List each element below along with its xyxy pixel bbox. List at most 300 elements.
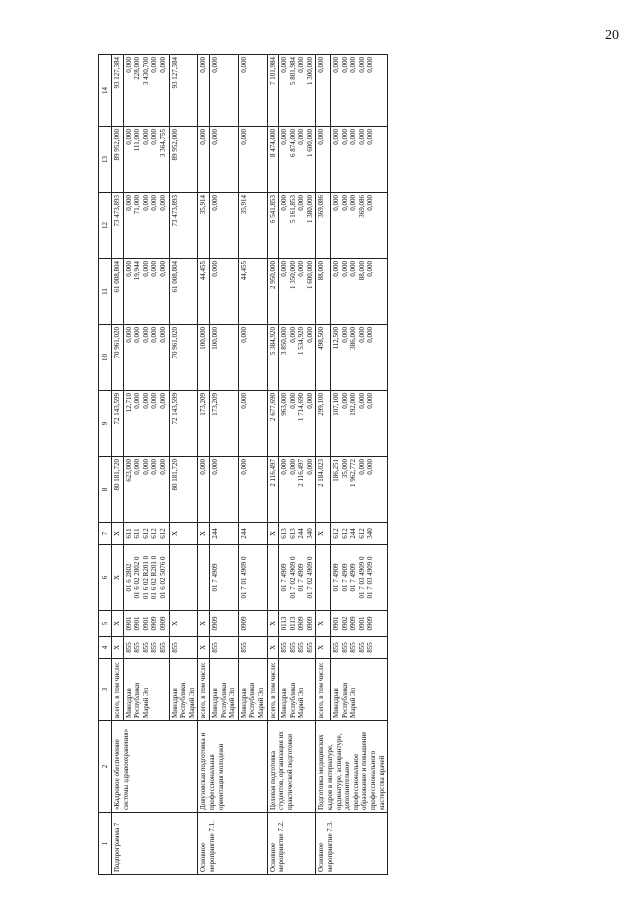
amount-cell [238,193,267,259]
cell-line: 855 [239,642,248,653]
amount-cell [279,127,316,193]
row-section-label: Основное мероприятие 7.1. [198,813,267,875]
executor-cell: всего, в том числе: [198,659,210,721]
cell-line: 612 [340,528,349,539]
cell-line: 0,000 [124,129,133,145]
cell-line: 0,000 [366,57,375,73]
amount-cell [279,457,316,523]
amount-cell [316,457,330,523]
cell-line: 3 850,000 [280,327,289,355]
cell-line: 0909 [210,616,219,631]
grbs-code [330,637,387,659]
header-cell: 6 [99,545,112,611]
header-cell: 13 [99,127,112,193]
header-cell: 1 [99,813,112,875]
cell-line: 0,000 [349,261,358,277]
cell-line: 612 [331,528,340,539]
cell-line: 0,000 [366,459,375,475]
cell-line: 01 7 4909 [349,563,358,592]
cell-line: 613 [280,528,289,539]
amount-cell [209,457,238,523]
amount-cell [198,193,210,259]
cell-line: X [317,530,326,537]
cell-line: 0,000 [150,57,159,73]
cell-line: 93 127,384 [170,57,179,89]
amount-cell [112,127,124,193]
row-section-label: Подпрограмма 7 [112,813,198,875]
header-cell: 8 [99,457,112,523]
section-code [267,611,279,637]
cell-line [317,547,326,608]
cell-line: 12,710 [124,393,133,413]
header-cell: 4 [99,637,112,659]
header-cell: 14 [99,55,112,127]
cell-line: 855 [150,642,159,653]
cell-line: 0,000 [150,459,159,475]
row-description: Довузовская подготовка и профессиональная ориентация молодежи [198,721,267,813]
cell-line: 01 6 02 R201 0 [150,555,159,600]
amount-cell [123,391,169,457]
amount-cell [209,55,238,127]
cell-line: 386,000 [349,327,358,350]
cell-line: X [170,530,179,537]
cell-line: 88,000 [317,261,326,281]
cell-line: 0,000 [340,327,349,343]
cell-line: 01 7 01 4909 0 [239,556,248,599]
expense-type [169,523,198,545]
amount-cell [279,193,316,259]
cell-line: X [113,644,121,651]
cell-line: 0,000 [280,261,289,277]
cell-line: 0,000 [150,393,159,409]
cell-line: 0909 [349,616,358,631]
grbs-code [112,637,124,659]
expense-type [267,523,279,545]
cell-line: 0,000 [305,393,314,409]
table-row [112,55,124,875]
budget-table [98,54,388,875]
cell-line: 0,000 [239,327,248,343]
amount-cell [238,127,267,193]
cell-line: 8 474,000 [268,129,277,157]
cell-line: 0,000 [199,57,208,73]
row-description: «Кадровое обеспечение системы здравоохранения» [112,721,198,813]
row-section-label: Основное мероприятие 7.3. [316,813,388,875]
cell-line: 611 [124,528,133,539]
cell-line: 0,000 [305,327,314,343]
page-number: 20 [605,28,619,43]
expense-type [279,523,316,545]
cell-line: 1 534,920 [297,327,306,355]
amount-cell [123,325,169,391]
cell-line: 0,000 [366,129,375,145]
cell-line: 0,000 [239,129,248,145]
expense-type [330,523,387,545]
cell-line: 01 7 4909 [340,563,349,592]
amount-cell [238,55,267,127]
cell-line: 5 801,984 [288,57,297,85]
cell-line: 0,000 [150,195,159,211]
cell-line: 01 6 02 2802 0 [133,556,142,599]
cell-line: 0,000 [297,129,306,145]
cell-line: 0,000 [239,393,248,409]
amount-cell [123,55,169,127]
cell-line [171,547,180,608]
cell-line: 0,000 [124,195,133,211]
cell-line: 7 101,984 [268,57,277,85]
cell-line: 0,000 [331,261,340,277]
cell-line: 855 [158,642,167,653]
cell-line: 0,000 [158,393,167,409]
cell-line: 613 [288,528,297,539]
cell-line: 855 [288,642,297,653]
cell-line: 0,000 [349,195,358,211]
cell-line: 72 143,599 [170,393,179,425]
cell-line: 107,100 [331,393,340,416]
cell-line: 0,000 [210,129,219,145]
cell-line: 01 7 02 4909 0 [305,556,314,599]
expense-type [112,523,124,545]
cell-line: 0,000 [288,327,297,343]
amount-cell [330,391,387,457]
cell-line: 855 [280,642,289,653]
cell-line: 0901 [331,616,340,631]
amount-cell [316,127,330,193]
cell-line: 0,000 [366,195,375,211]
cell-line: 6 541,853 [268,195,277,223]
cell-line: 0,000 [297,57,306,73]
amount-cell [112,259,124,325]
cell-line: 299,100 [317,393,326,416]
cell-line: 0,000 [124,327,133,343]
section-code [316,611,330,637]
amount-cell [316,259,330,325]
row-description: Подготовка медицинских кадров в интернатуре, ординатуре, аспирантуре, дополнительное профессиональное образование и повышение профессионального мастерства врачей [316,721,388,813]
amount-cell [169,55,198,127]
target-code [267,545,279,611]
executor-cell: всего, в том числе: [316,659,330,721]
amount-cell [279,391,316,457]
cell-line: 80 181,720 [170,459,179,491]
target-code [209,545,238,611]
amount-cell [330,259,387,325]
amount-cell [198,259,210,325]
header-cell: 9 [99,391,112,457]
amount-cell [198,457,210,523]
section-code [198,611,210,637]
cell-line: 100,000 [199,327,208,350]
cell-line: 0,000 [305,459,314,475]
amount-cell [112,457,124,523]
executor-cell: Минздрав Республики Марий Эл [123,659,169,721]
cell-line: 35,914 [239,195,248,215]
cell-line: 0,000 [357,459,366,475]
cell-line: 0,000 [340,261,349,277]
cell-line: 0,000 [150,129,159,145]
cell-line: 855 [210,642,219,653]
target-code [198,545,210,611]
cell-line: 01 7 03 4909 0 [366,556,375,599]
cell-line: 61 008,804 [113,261,121,293]
cell-line: 44,455 [239,261,248,281]
target-code [238,545,267,611]
cell-line: 0,000 [141,459,150,475]
cell-line: X [199,644,208,651]
cell-line: 855 [141,642,150,653]
cell-line: 0,000 [366,261,375,277]
cell-line: 0,000 [280,129,289,145]
amount-cell [209,259,238,325]
section-code [169,611,198,637]
cell-line: 369,086 [357,195,366,218]
cell-line: 72 143,599 [113,393,121,425]
cell-line: 0909 [297,616,306,631]
amount-cell [123,127,169,193]
cell-line: 1 350,000 [288,261,297,289]
cell-line: 0,000 [124,261,133,277]
target-code [316,545,330,611]
cell-line: 0,000 [141,195,150,211]
grbs-code [267,637,279,659]
amount-cell [198,325,210,391]
amount-cell [238,391,267,457]
cell-line: 0901 [133,616,142,631]
cell-line: 0,000 [366,327,375,343]
grbs-code [238,637,267,659]
cell-line: 3 430,700 [141,57,150,85]
cell-line: 855 [366,642,375,653]
cell-line: 0,000 [133,459,142,475]
amount-cell [209,325,238,391]
amount-cell [112,193,124,259]
cell-line: 0,000 [133,393,142,409]
budget-table-container [98,55,639,875]
cell-line: 01 6 02 R201 0 [141,555,150,600]
header-cell: 7 [99,523,112,545]
cell-line: 19,944 [133,261,142,281]
cell-line: 0,000 [280,195,289,211]
amount-cell [238,259,267,325]
amount-cell [123,457,169,523]
table-row [198,55,210,875]
amount-cell [330,325,387,391]
section-code [123,611,169,637]
cell-line: 0,000 [199,129,208,145]
target-code [330,545,387,611]
cell-line: 0,000 [158,459,167,475]
table-row [267,55,279,875]
amount-cell [112,55,124,127]
amount-cell [198,391,210,457]
cell-line: X [113,530,121,537]
amount-cell [209,193,238,259]
amount-cell [267,55,279,127]
grbs-code [123,637,169,659]
header-cell: 3 [99,659,112,721]
section-code [279,611,316,637]
amount-cell [209,391,238,457]
cell-line: 2 116,497 [297,459,306,487]
header-cell: 2 [99,721,112,813]
cell-line: 855 [305,642,314,653]
cell-line: 35,914 [199,195,208,215]
amount-cell [112,391,124,457]
cell-line: X [113,574,121,581]
amount-cell [112,325,124,391]
header-cell: 5 [99,611,112,637]
cell-line: 0,000 [340,57,349,73]
row-section-label: Основное мероприятие 7.2. [267,813,316,875]
amount-cell [316,193,330,259]
amount-cell [316,325,330,391]
table-body [112,55,388,875]
cell-line: 5 161,853 [288,195,297,223]
cell-line: 0113 [288,616,297,631]
cell-line: 0,000 [158,261,167,277]
amount-cell [267,259,279,325]
cell-line: 244 [210,528,219,539]
amount-cell [267,457,279,523]
cell-line: 0,000 [317,57,326,73]
cell-line: 0902 [340,616,349,631]
cell-line: 71,000 [133,195,142,215]
cell-line: 93 127,384 [113,57,121,89]
target-code [112,545,124,611]
cell-line: 1 600,000 [305,261,314,289]
header-cell: 10 [99,325,112,391]
target-code [123,545,169,611]
amount-cell [279,325,316,391]
header-cell: 11 [99,259,112,325]
grbs-code [209,637,238,659]
cell-line: X [268,530,277,537]
cell-line: 0909 [150,616,159,631]
cell-line: 186,251 [331,459,340,482]
cell-line: 89 952,000 [170,129,179,161]
amount-cell [238,457,267,523]
cell-line: 1 714,690 [297,393,306,421]
expense-type [123,523,169,545]
cell-line: 0,000 [133,327,142,343]
cell-line: 0,000 [331,57,340,73]
cell-line: 855 [124,642,133,653]
amount-cell [330,55,387,127]
cell-line: 73 473,893 [170,195,179,227]
cell-line: 0,000 [158,195,167,211]
cell-line: 01 6 02 5076 0 [158,556,167,599]
cell-line: 0,000 [210,459,219,475]
cell-line: 0,000 [239,459,248,475]
section-code [112,611,124,637]
cell-line: 1 600,000 [305,129,314,157]
cell-line: 0,000 [158,57,167,73]
cell-line: 855 [349,642,358,653]
amount-cell [169,127,198,193]
cell-line: 5 384,920 [268,327,277,355]
cell-line: 1 962,772 [349,459,358,487]
section-code [330,611,387,637]
cell-line: 01 7 4909 [331,563,340,592]
table-row [316,55,330,875]
cell-line: 0,000 [141,261,150,277]
cell-line: 2 116,497 [268,459,277,487]
cell-line: 100,000 [210,327,219,350]
cell-line: X [268,620,277,627]
cell-line: 0,000 [141,129,150,145]
cell-line: 0,000 [288,393,297,409]
cell-line: 2 950,000 [268,261,277,289]
cell-line: X [199,530,208,537]
cell-line: 192,000 [349,393,358,416]
cell-line: 01 6 2802 [124,563,133,592]
cell-line: 70 961,020 [113,327,121,359]
cell-line: 1 380,000 [305,195,314,223]
cell-line: 111,000 [133,129,142,152]
section-code [238,611,267,637]
cell-line: 0,000 [349,57,358,73]
cell-line: 0,000 [357,57,366,73]
cell-line: 0,000 [297,195,306,211]
expense-type [238,523,267,545]
cell-line: 3 364,755 [158,129,167,157]
cell-line: 2 677,690 [268,393,277,421]
amount-cell [198,55,210,127]
cell-line: 0,000 [210,195,219,211]
grbs-code [279,637,316,659]
cell-line: 855 [170,642,179,653]
cell-line: 61 008,804 [170,261,179,293]
cell-line: 0,000 [141,327,150,343]
cell-line: 0,000 [280,57,289,73]
row-description: Целевая подготовка студентов, организация их практической подготовки [267,721,316,813]
amount-cell [238,325,267,391]
cell-line: 0909 [239,616,248,631]
amount-cell [123,193,169,259]
cell-line: 244 [349,528,358,539]
cell-line: 01 7 4909 [297,563,306,592]
amount-cell [330,193,387,259]
executor-cell: всего, в том числе: [267,659,279,721]
amount-cell [169,193,198,259]
amount-cell [267,325,279,391]
cell-line: 0,000 [297,261,306,277]
cell-line: 73 473,893 [113,195,121,227]
cell-line: 855 [297,642,306,653]
expense-type [209,523,238,545]
cell-line: 0,000 [288,459,297,475]
cell-line: 855 [133,642,142,653]
executor-cell: Минздрав Республики Марий Эл [169,659,198,721]
cell-line: 0901 [357,616,366,631]
amount-cell [330,457,387,523]
cell-line: 80 181,720 [113,459,121,491]
amount-cell [169,457,198,523]
amount-cell [169,391,198,457]
amount-cell [169,259,198,325]
executor-cell: Минздрав Республики Марий Эл [279,659,316,721]
cell-line: 89 952,000 [113,129,121,161]
cell-line: 01 7 4909 [280,563,289,592]
executor-cell: Минздрав Республики Марий Эл [238,659,267,721]
executor-cell: всего, в том числе: [112,659,124,721]
cell-line: X [268,644,277,651]
cell-line: 244 [239,528,248,539]
target-code [279,545,316,611]
cell-line: 244 [297,528,306,539]
header-cell: 12 [99,193,112,259]
amount-cell [279,55,316,127]
cell-line: 0,000 [317,129,326,145]
